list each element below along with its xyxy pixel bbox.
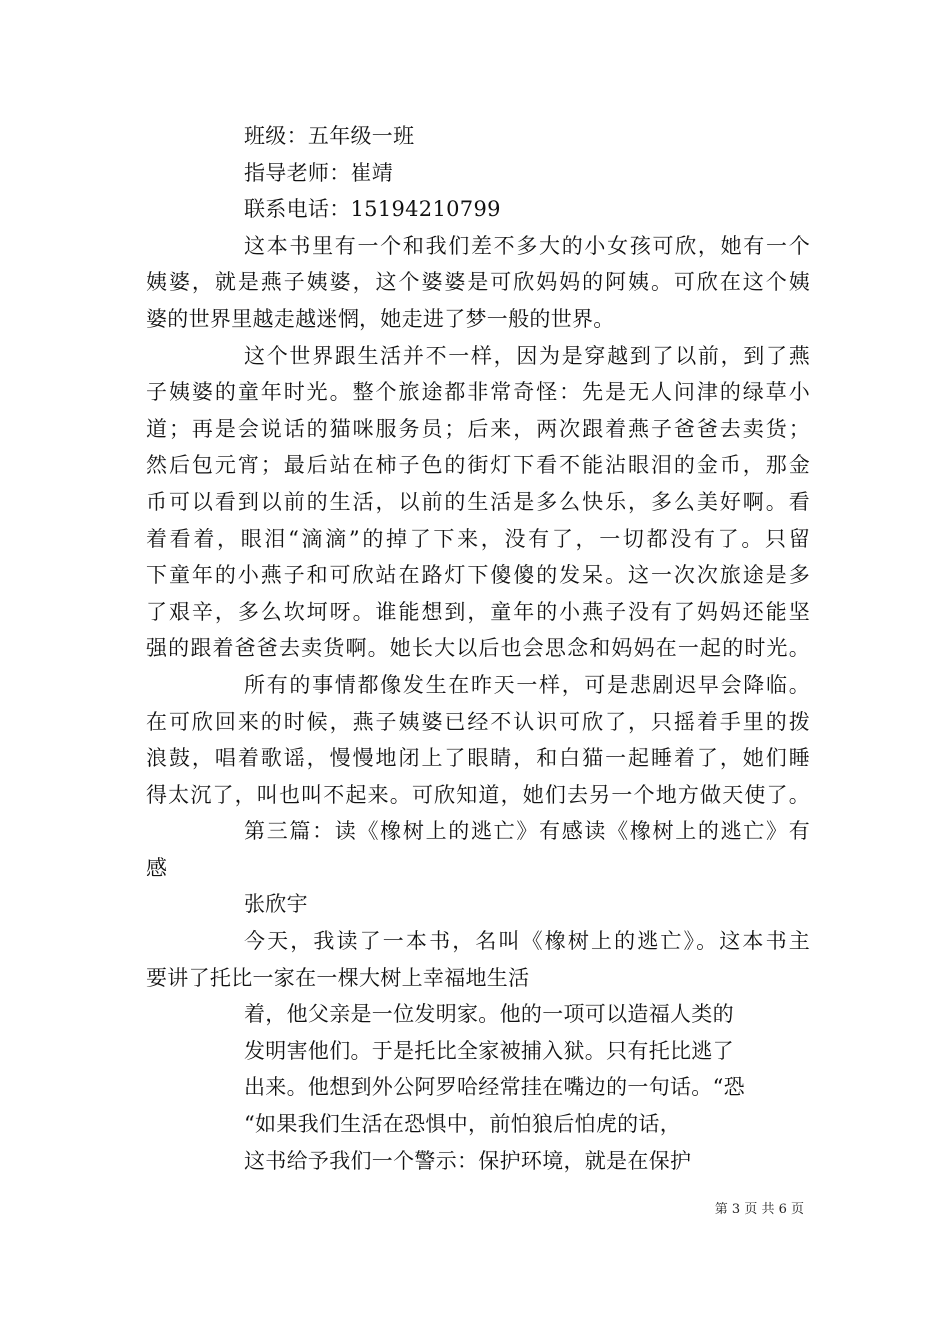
page-number-footer: 第 3 页 共 6 页 (714, 1202, 804, 1217)
text-line: 下童年的小燕子和可欣站在路灯下傻傻的发呆。这一次次旅途是多 (146, 563, 810, 588)
text-line: 道；再是会说话的猫咪服务员；后来，两次跟着燕子爸爸去卖货； (146, 416, 810, 441)
text-line: 然后包元宵；最后站在柿子色的街灯下看不能沾眼泪的金币，那金 (146, 453, 810, 478)
text-line: 发明害他们。于是托比全家被捕入狱。只有托比逃了 (244, 1038, 734, 1063)
text-line: 浪鼓，唱着歌谣，慢慢地闭上了眼睛，和白猫一起睡着了，她们睡 (146, 746, 810, 771)
document-body (146, 118, 810, 1179)
text-line: 张欣宇 (244, 892, 308, 917)
text-line: 感 (146, 855, 168, 880)
text-line: 婆的世界里越走越迷惘，她走进了梦一般的世界。 (146, 306, 615, 331)
text-line: 姨婆，就是燕子姨婆，这个婆婆是可欣妈妈的阿姨。可欣在这个姨 (146, 270, 810, 295)
text-line: 班级：五年级一班 (244, 124, 415, 148)
text-line: 得太沉了，叫也叫不起来。可欣知道，她们去另一个地方做天使了。 (146, 782, 810, 807)
text-line: 第三篇：读《橡树上的逃亡》有感读《橡树上的逃亡》有 (244, 819, 810, 844)
text-line: 出来。他想到外公阿罗哈经常挂在嘴边的一句话。“恐 (244, 1075, 745, 1100)
text-line: 指导老师：崔靖 (244, 160, 394, 185)
text-line: 要讲了托比一家在一棵大树上幸福地生活 (146, 965, 530, 990)
text-line: 在可欣回来的时候，燕子姨婆已经不认识可欣了，只摇着手里的拨 (146, 709, 810, 734)
text-line: 币可以看到以前的生活，以前的生活是多么快乐，多么美好啊。看 (146, 489, 810, 514)
text-line: 这本书里有一个和我们差不多大的小女孩可欣，她有一个 (244, 233, 810, 258)
text-line: 联系电话：15194210799 (244, 197, 501, 222)
text-line: “如果我们生活在恐惧中，前怕狼后怕虎的话， (244, 1112, 682, 1137)
text-line: 这书给予我们一个警示：保护环境，就是在保护 (244, 1148, 692, 1173)
text-line: 着，他父亲是一位发明家。他的一项可以造福人类的 (244, 1002, 734, 1027)
text-line: 了艰辛，多么坎坷呀。谁能想到，童年的小燕子没有了妈妈还能坚 (146, 599, 810, 624)
text-line: 这个世界跟生活并不一样，因为是穿越到了以前，到了燕 (244, 343, 810, 368)
text-line: 着看着，眼泪“滴滴”的掉了下来，没有了，一切都没有了。只留 (146, 526, 810, 551)
text-line: 所有的事情都像发生在昨天一样，可是悲剧迟早会降临。 (244, 672, 810, 697)
text-line: 强的跟着爸爸去卖货啊。她长大以后也会思念和妈妈在一起的时光。 (146, 636, 810, 661)
text-line: 子姨婆的童年时光。整个旅途都非常奇怪：先是无人问津的绿草小 (146, 380, 810, 405)
text-line: 今天，我读了一本书，名叫《橡树上的逃亡》。这本书主 (244, 929, 810, 954)
